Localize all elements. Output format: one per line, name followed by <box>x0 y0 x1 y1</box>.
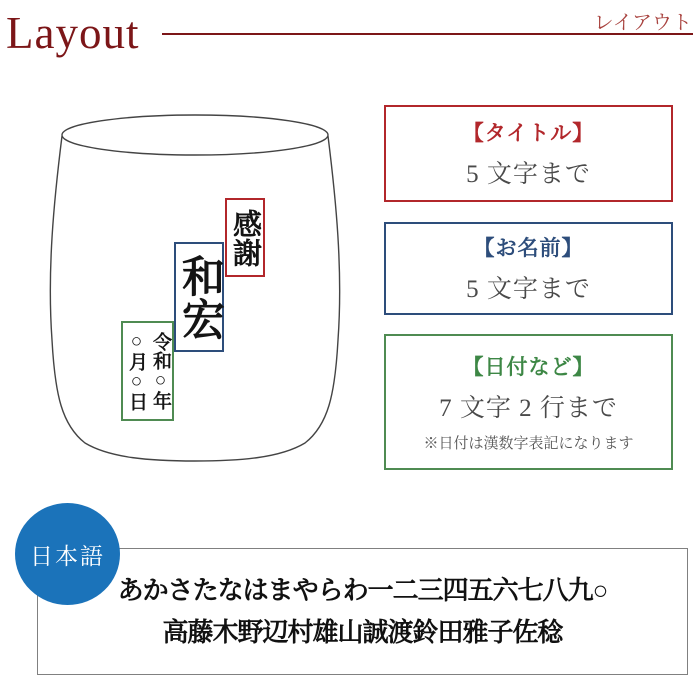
spec-box-title <box>384 105 673 202</box>
spec-title-limit: 5 文字まで <box>466 161 591 188</box>
spec-title-heading: 【タイトル】 <box>462 121 595 145</box>
cup-date-column-1: 令和○年 <box>150 332 171 410</box>
page-subtitle-ja: レイアウト <box>593 12 692 34</box>
cup-date-stamp <box>121 321 174 421</box>
spec-date-note: ※日付は漢数字表記になります <box>423 436 634 452</box>
page-title: Layout <box>6 8 140 58</box>
spec-date-heading: 【日付など】 <box>462 355 595 379</box>
cup-title-stamp: 感謝 <box>225 198 265 277</box>
language-badge: 日本語 <box>15 503 120 605</box>
cup-name-stamp: 和宏 <box>174 242 224 352</box>
spec-date-limit: 7 文字 2 行まで <box>439 395 618 422</box>
spec-box-date <box>384 334 673 470</box>
cup-rim-ellipse <box>62 115 328 155</box>
cup-date-column-2: ○月○日 <box>126 331 147 411</box>
spec-box-name <box>384 222 673 315</box>
font-sample-line-1: あかさたなはまやらわ一二三四五六七八九○ <box>117 575 608 605</box>
font-sample-box <box>37 548 688 675</box>
spec-name-heading: 【お名前】 <box>473 236 584 260</box>
spec-name-limit: 5 文字まで <box>466 276 591 303</box>
font-sample-line-2: 高藤木野辺村雄山誠渡鈴田雅子佐稔 <box>162 617 563 647</box>
